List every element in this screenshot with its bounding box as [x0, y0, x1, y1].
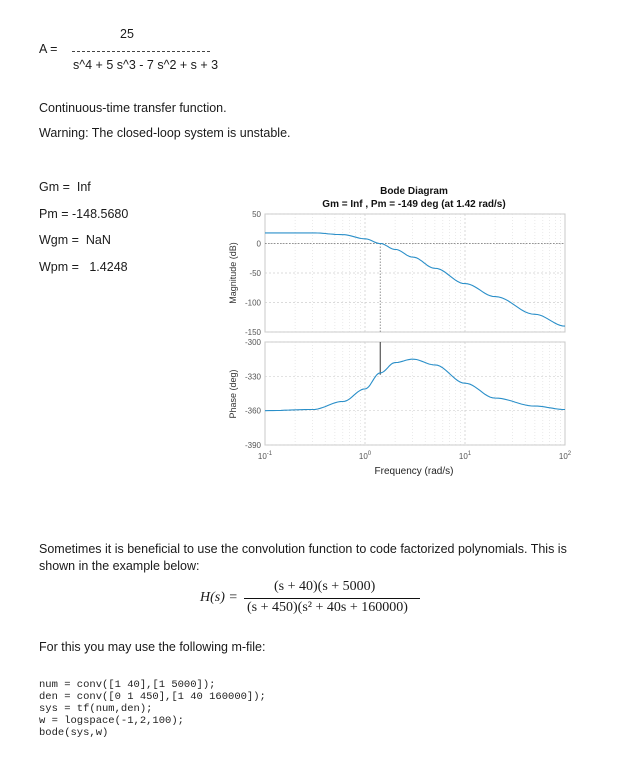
x-tick-label: $10^0$ — [358, 451, 372, 461]
margin-wgm: Wgm = NaN — [39, 233, 111, 247]
y-tick-label: -300 — [244, 338, 261, 347]
frequency-xlabel: Frequency (rad/s) — [374, 466, 454, 477]
y-tick-label: -50 — [249, 269, 261, 278]
paragraph-line-2: shown in the example below: — [39, 559, 200, 573]
equation-numerator: (s + 40)(s + 5000) — [274, 579, 376, 594]
code-line: w = logspace(-1,2,100); — [39, 715, 184, 727]
phase-axes — [265, 342, 565, 445]
code-line: bode(sys,w) — [39, 727, 109, 739]
equation-lhs: H(s) = — [200, 590, 238, 605]
paragraph-line-1: Sometimes it is beneficial to use the convolution function to code factorized polynomials. This is — [39, 542, 567, 556]
phase-y-ticks — [245, 338, 262, 450]
tf-numerator: 25 — [120, 27, 134, 41]
ct-message: Continuous-time transfer function. — [39, 101, 227, 115]
margin-gm: Gm = Inf — [39, 180, 91, 194]
magnitude-ylabel: Magnitude (dB) — [228, 242, 238, 304]
chart-subtitle: Gm = Inf , Pm = -149 deg (at 1.42 rad/s) — [322, 199, 506, 210]
x-tick-label: $10^{-1}$ — [257, 451, 273, 461]
frequency-ticks — [258, 451, 572, 461]
y-tick-label: -390 — [244, 441, 261, 450]
code-line: den = conv([0 1 450],[1 40 160000]); — [39, 691, 266, 703]
tf-lhs: A = — [39, 42, 58, 56]
phase-ylabel: Phase (deg) — [228, 369, 238, 419]
equation-denominator: (s + 450)(s² + 40s + 160000) — [247, 600, 408, 615]
x-tick-label: $10^2$ — [558, 451, 572, 461]
unstable-warning: Warning: The closed-loop system is unstable. — [39, 126, 291, 140]
chart-title: Bode Diagram — [380, 186, 448, 197]
code-line: num = conv([1 40],[1 5000]); — [39, 679, 216, 691]
margin-wpm: Wpm = 1.4248 — [39, 260, 128, 274]
y-tick-label: -150 — [244, 328, 261, 337]
code-line: sys = tf(num,den); — [39, 703, 153, 715]
y-tick-label: 50 — [252, 210, 261, 219]
y-tick-label: -360 — [244, 406, 261, 416]
y-tick-label: 0 — [256, 239, 261, 249]
equation-fraction-bar — [244, 598, 420, 599]
y-tick-label: -100 — [244, 298, 261, 308]
x-tick-label: $10^1$ — [458, 451, 472, 461]
magnitude-y-ticks — [245, 210, 262, 337]
mfile-intro: For this you may use the following m-file: — [39, 640, 266, 654]
tf-denominator: s^4 + 5 s^3 - 7 s^2 + s + 3 — [73, 58, 219, 72]
margin-pm: Pm = -148.5680 — [39, 207, 129, 221]
y-tick-label: -330 — [244, 372, 261, 382]
